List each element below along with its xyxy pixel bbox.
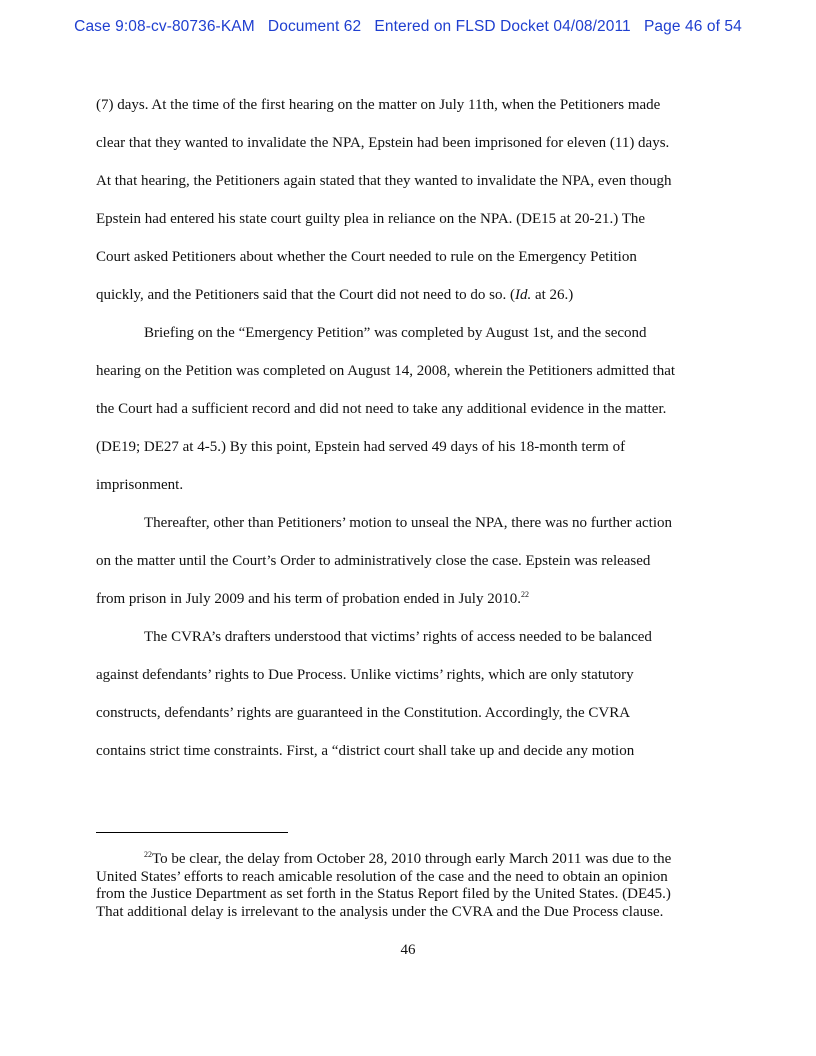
body-line: Thereafter, other than Petitioners’ motion to unseal the NPA, there was no further action xyxy=(144,515,672,531)
body-line: (DE19; DE27 at 4-5.) By this point, Epstein had served 49 days of his 18-month term of xyxy=(96,439,626,455)
body-line: Briefing on the “Emergency Petition” was completed by August 1st, and the second xyxy=(144,325,647,341)
body-line: imprisonment. xyxy=(96,477,184,493)
body-line xyxy=(96,284,722,322)
body-line: on the matter until the Court’s Order to administratively close the case. Epstein was released xyxy=(96,553,651,569)
page-number: 46 xyxy=(400,942,416,958)
citation-italic: Id. xyxy=(514,287,532,303)
footnote-separator xyxy=(96,832,288,833)
body-line: contains strict time constraints. First, a “district court shall take up and decide any motion xyxy=(96,743,635,759)
body-line xyxy=(96,588,722,626)
body-line: clear that they wanted to invalidate the NPA, Epstein had been imprisoned for eleven (11) days. xyxy=(96,135,670,151)
docket-header: Case 9:08-cv-80736-KAM Document 62 Entered on FLSD Docket 04/08/2011 Page 46 of 54 xyxy=(74,18,742,35)
body-line: hearing on the Petition was completed on August 14, 2008, wherein the Petitioners admitted that xyxy=(96,363,676,379)
footnote-line: from the Justice Department as set forth in the Status Report filed by the United States. (DE45.) xyxy=(96,886,671,902)
body-line: against defendants’ rights to Due Process. Unlike victims’ rights, which are only statutory xyxy=(96,667,634,683)
footnote-text: To be clear, the delay from October 28, 2010 through early March 2011 was due to the xyxy=(152,851,672,867)
body-line: (7) days. At the time of the first hearing on the matter on July 11th, when the Petitioners made xyxy=(96,97,661,113)
body-text-segment: quickly, and the Petitioners said that the Court did not need to do so. ( xyxy=(96,287,515,303)
body-text-segment: from prison in July 2009 and his term of probation ended in July 2010. xyxy=(96,591,521,607)
footnote-number: 22 xyxy=(144,850,152,859)
footnote-line: United States’ efforts to reach amicable resolution of the case and the need to obtain an opinion xyxy=(96,868,668,885)
document-body xyxy=(96,94,722,778)
footnote-line xyxy=(96,851,720,869)
body-line: Court asked Petitioners about whether the Court needed to rule on the Emergency Petition xyxy=(96,249,637,265)
body-line: At that hearing, the Petitioners again stated that they wanted to invalidate the NPA, even though xyxy=(96,173,672,189)
body-text-segment: at 26.) xyxy=(531,287,574,303)
footnote-reference[interactable]: 22 xyxy=(520,590,529,599)
footnote-line: That additional delay is irrelevant to the analysis under the CVRA and the Due Process clause. xyxy=(96,903,664,920)
body-line: The CVRA’s drafters understood that victims’ rights of access needed to be balanced xyxy=(144,629,652,645)
body-line: the Court had a sufficient record and did not need to take any additional evidence in the matter. xyxy=(96,401,667,417)
footnote xyxy=(96,851,720,921)
body-line: Epstein had entered his state court guilty plea in reliance on the NPA. (DE15 at 20-21.) The xyxy=(96,211,646,227)
body-line: constructs, defendants’ rights are guaranteed in the Constitution. Accordingly, the CVRA xyxy=(96,705,631,721)
